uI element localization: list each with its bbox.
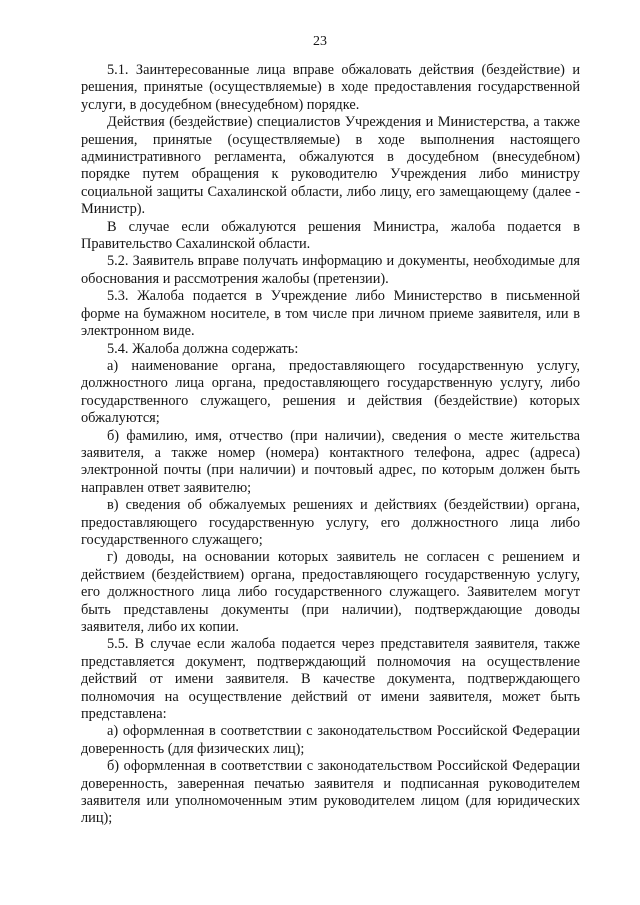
list-item-b-power-of-attorney: б) оформленная в соответствии с законодательством Российской Федерации доверенность, заверенная печатью заявителя и подписанная руководителем заявителя или уполномоченным этим руководителем лицом (для юридических лиц); — [81, 758, 580, 827]
paragraph-appeal-procedure: Действия (бездействие) специалистов Учреждения и Министерства, а также решения, принятые (осуществляемые) в ходе выполнения настоящего административного регламента, обжалуются в досудебном (внесудебном) порядке путем обращения к руководителю Учреждения либо министру социальной защиты Сахалинской области, либо лицу, его замещающему (далее - Министр). — [81, 114, 580, 218]
paragraph-5-3: 5.3. Жалоба подается в Учреждение либо Министерство в письменной форме на бумажном носителе, в том числе при личном приеме заявителя, или в электронном виде. — [81, 288, 580, 340]
list-item-a-power-of-attorney: а) оформленная в соответствии с законодательством Российской Федерации доверенность (для физических лиц); — [81, 723, 580, 757]
page-number: 23 — [313, 34, 327, 49]
paragraph-5-4: 5.4. Жалоба должна содержать: — [107, 340, 299, 357]
paragraph-minister-decisions: В случае если обжалуются решения Министра, жалоба подается в Правительство Сахалинской области. — [81, 218, 580, 253]
list-item-a: а) наименование органа, предоставляющего государственную услугу, должностного лица органа, предоставляющего государственную услугу, либо государственного служащего, решения и действия (бездействие) которых обжалуются; — [81, 357, 580, 427]
list-item-v: в) сведения об обжалуемых решениях и действиях (бездействии) органа, предоставляющего государственную услугу, его должностного лица либо государственного служащего; — [81, 497, 580, 548]
paragraph-5-5: 5.5. В случае если жалоба подается через представителя заявителя, также представляется документ, подтверждающий полномочия на осуществление действий от имени заявителя. В качестве документа, подтверждающего полномочия на осуществление действий от имени заявителя, может быть представлена: — [81, 636, 580, 723]
paragraph-5-2: 5.2. Заявитель вправе получать информацию и документы, необходимые для обоснования и рассмотрения жалобы (претензии). — [81, 253, 580, 287]
list-item-b: б) фамилию, имя, отчество (при наличии), сведения о месте жительства заявителя, а также номер (номера) контактного телефона, адрес (адреса) электронной почты (при наличии) и почтовый адрес, по которым должен быть направлен ответ заявителю; — [81, 427, 580, 496]
body-text — [81, 62, 580, 828]
list-item-g: г) доводы, на основании которых заявитель не согласен с решением и действием (бездействием) органа, предоставляющего государственную услугу, его должностного лица либо государственного служащего. Заявителем могут быть представлены документы (при наличии), подтверждающие доводы заявителя, либо их копии. — [81, 549, 580, 635]
paragraph-5-1: 5.1. Заинтересованные лица вправе обжаловать действия (бездействие) и решения, принятые (осуществляемые) в ходе предоставления государственной услуги, в досудебном (внесудебном) порядке. — [81, 62, 580, 113]
